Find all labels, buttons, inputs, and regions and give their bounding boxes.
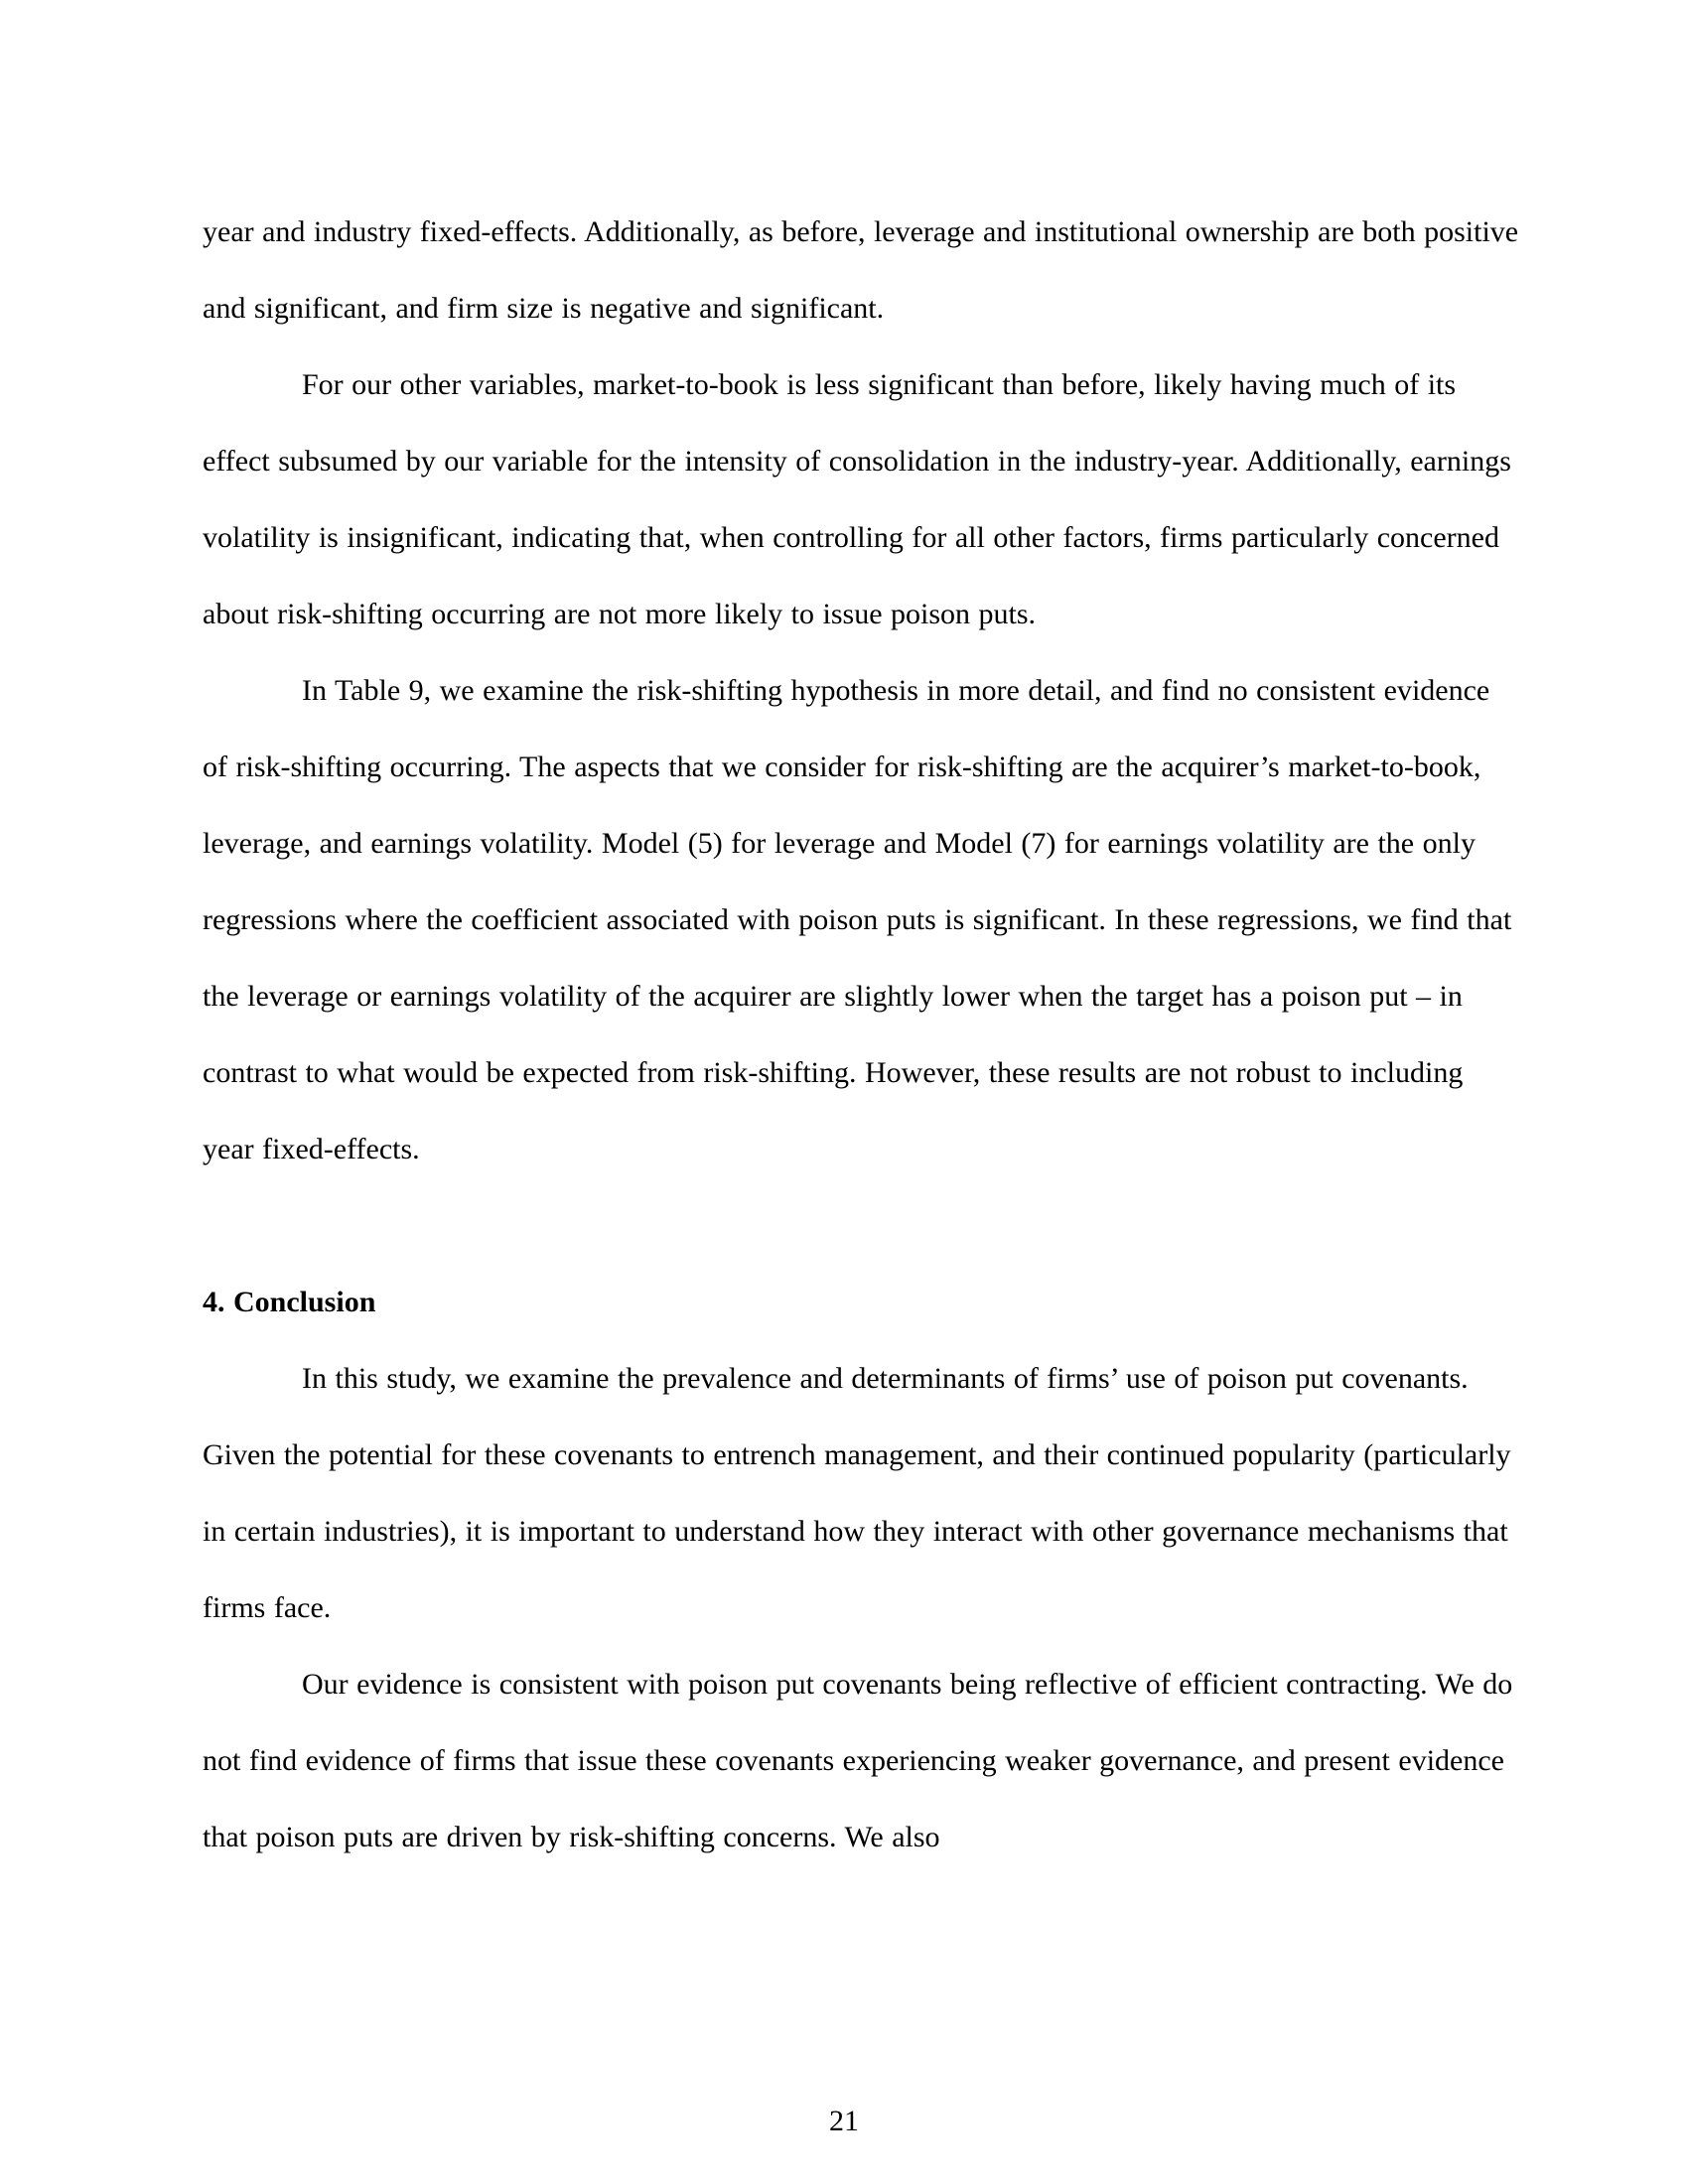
paragraph: Our evidence is consistent with poison put covenants being reflective of efficient contracting. We do not find evidence of firms that issue these covenants experiencing weaker governance, and present evidence that poison puts are driven by risk-shifting concerns. We also bbox=[203, 1668, 1513, 1853]
page-number: 21 bbox=[829, 2105, 859, 2137]
document-body bbox=[203, 194, 1519, 1875]
paragraph: year and industry fixed-effects. Additionally, as before, leverage and institutional ownership are both positive and significant, and firm size is negative and significant. bbox=[203, 215, 1519, 325]
paragraph: In Table 9, we examine the risk-shifting hypothesis in more detail, and find no consistent evidence of risk-shifting occurring. The aspects that we consider for risk-shifting are the acquirer’s market-to-book, leverage, and earnings volatility. Model (5) for leverage and Model (7) for earnings volatility are the only regressions where the coefficient associated with poison puts is significant. In these regressions, we find that the leverage or earnings volatility of the acquirer are slightly lower when the target has a poison put – in contrast to what would be expected from risk-shifting. However, these results are not robust to including year fixed-effects. bbox=[203, 674, 1512, 1165]
section-heading: 4. Conclusion bbox=[203, 1286, 376, 1318]
paragraph: In this study, we examine the prevalence and determinants of firms’ use of poison put covenants. Given the potential for these covenants to entrench management, and their continued popularity (particularly in certain industries), it is important to understand how they interact with other governance mechanisms that firms face. bbox=[203, 1362, 1511, 1624]
paragraph: For our other variables, market-to-book is less significant than before, likely having much of its effect subsumed by our variable for the intensity of consolidation in the industry-year. Additionally, earnings volatility is insignificant, indicating that, when controlling for all other factors, firms particularly concerned about risk-shifting occurring are not more likely to issue poison puts. bbox=[203, 368, 1511, 630]
